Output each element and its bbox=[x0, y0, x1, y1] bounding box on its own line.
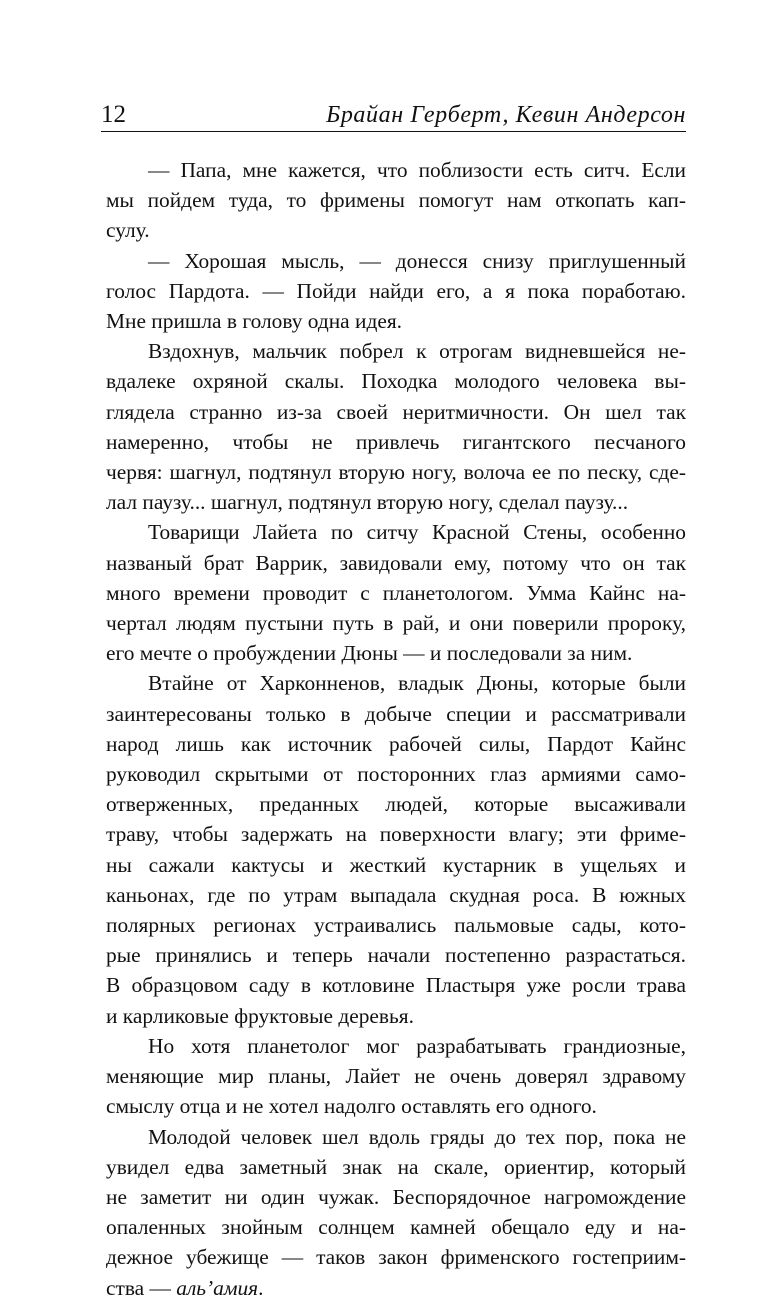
text-line: отверженных, преданных людей, которые высаживали bbox=[106, 792, 686, 817]
text-run: . bbox=[258, 1275, 264, 1300]
text-line: народ лишь как источник рабочей силы, Пардот Кайнс bbox=[106, 731, 686, 756]
text-line: не заметит ни один чужак. Беспорядочное нагромождение bbox=[106, 1184, 686, 1209]
text-line: смыслу отца и не хотел надолго оставлять его одного. bbox=[106, 1094, 597, 1119]
text-line: его мечте о пробуждении Дюны — и последовали за ним. bbox=[106, 641, 633, 666]
text-line: меняющие мир планы, Лайет не очень доверял здравому bbox=[106, 1064, 686, 1089]
page-header bbox=[101, 100, 686, 134]
text-line: Вздохнув, мальчик побрел к отрогам видневшейся не- bbox=[148, 339, 686, 364]
text-line: голос Пардота. — Пойди найди его, а я пока поработаю. bbox=[106, 278, 686, 303]
text-line: Но хотя планетолог мог разрабатывать грандиозные, bbox=[148, 1033, 686, 1058]
paragraph bbox=[106, 1122, 686, 1303]
paragraph bbox=[106, 1031, 686, 1122]
italic-term: аль’амия bbox=[176, 1275, 259, 1300]
text-line: руководил скрытыми от посторонних глаз армиями само- bbox=[106, 762, 686, 787]
text-line: названый брат Варрик, завидовали ему, потому что он так bbox=[106, 550, 686, 575]
text-line: каньонах, где по утрам выпадала скудная роса. В южных bbox=[106, 882, 686, 907]
text-line: Молодой человек шел вдоль гряды до тех пор, пока не bbox=[148, 1124, 686, 1149]
text-line: лал паузу... шагнул, подтянул вторую ногу, сделал паузу... bbox=[106, 490, 629, 515]
text-line: полярных регионах устраивались пальмовые сады, кото- bbox=[106, 913, 686, 938]
header-rule bbox=[101, 131, 686, 132]
text-line: траву, чтобы задержать на поверхности влагу; эти фриме- bbox=[106, 822, 686, 847]
text-line: — Хорошая мысль, — донесся снизу приглушенный bbox=[148, 248, 686, 273]
text-line: опаленных знойным солнцем камней обещало еду и на- bbox=[106, 1215, 686, 1240]
body-text bbox=[106, 155, 686, 1303]
text-run: ства — bbox=[106, 1275, 177, 1300]
text-line: сулу. bbox=[106, 218, 150, 243]
text-line: ны сажали кактусы и жесткий кустарник в ущельях и bbox=[106, 852, 686, 877]
text-line: вдалеке охряной скалы. Походка молодого человека вы- bbox=[106, 369, 686, 394]
text-line: чертал людям пустыни путь в рай, и они поверили пророку, bbox=[106, 611, 686, 636]
text-line: В образцовом саду в котловине Пластыря уже росли трава bbox=[106, 973, 686, 998]
page-number: 12 bbox=[101, 101, 126, 128]
text-line: Втайне от Харконненов, владык Дюны, которые были bbox=[148, 671, 686, 696]
text-line: Товарищи Лайета по ситчу Красной Стены, особенно bbox=[148, 520, 686, 545]
text-line: глядела странно из-за своей неритмичности. Он шел так bbox=[106, 399, 686, 424]
text-line: увидел едва заметный знак на скале, ориентир, который bbox=[106, 1154, 686, 1179]
text-line bbox=[106, 1273, 686, 1303]
paragraph bbox=[106, 246, 686, 337]
text-line: много времени проводит с планетологом. Умма Кайнс на- bbox=[106, 580, 686, 605]
text-line: дежное убежище — таков закон фрименского гостеприим- bbox=[106, 1245, 686, 1270]
text-line: заинтересованы только в добыче специи и рассматривали bbox=[106, 701, 686, 726]
text-line: и карликовые фруктовые деревья. bbox=[106, 1003, 414, 1028]
running-head: Брайан Герберт, Кевин Андерсон bbox=[326, 102, 686, 128]
text-line: мы пойдем туда, то фримены помогут нам откопать кап- bbox=[106, 188, 686, 213]
paragraph bbox=[106, 336, 686, 517]
text-line: — Папа, мне кажется, что поблизости есть ситч. Если bbox=[148, 158, 686, 182]
text-line: Мне пришла в голову одна идея. bbox=[106, 309, 403, 334]
text-line: рые принялись и теперь начали постепенно разрастаться. bbox=[106, 943, 686, 968]
text-line: червя: шагнул, подтянул вторую ногу, волоча ее по песку, сде- bbox=[106, 460, 686, 485]
paragraph bbox=[106, 155, 686, 246]
paragraph bbox=[106, 517, 686, 668]
paragraph bbox=[106, 668, 686, 1030]
text-line: намеренно, чтобы не привлечь гигантского песчаного bbox=[106, 429, 686, 454]
